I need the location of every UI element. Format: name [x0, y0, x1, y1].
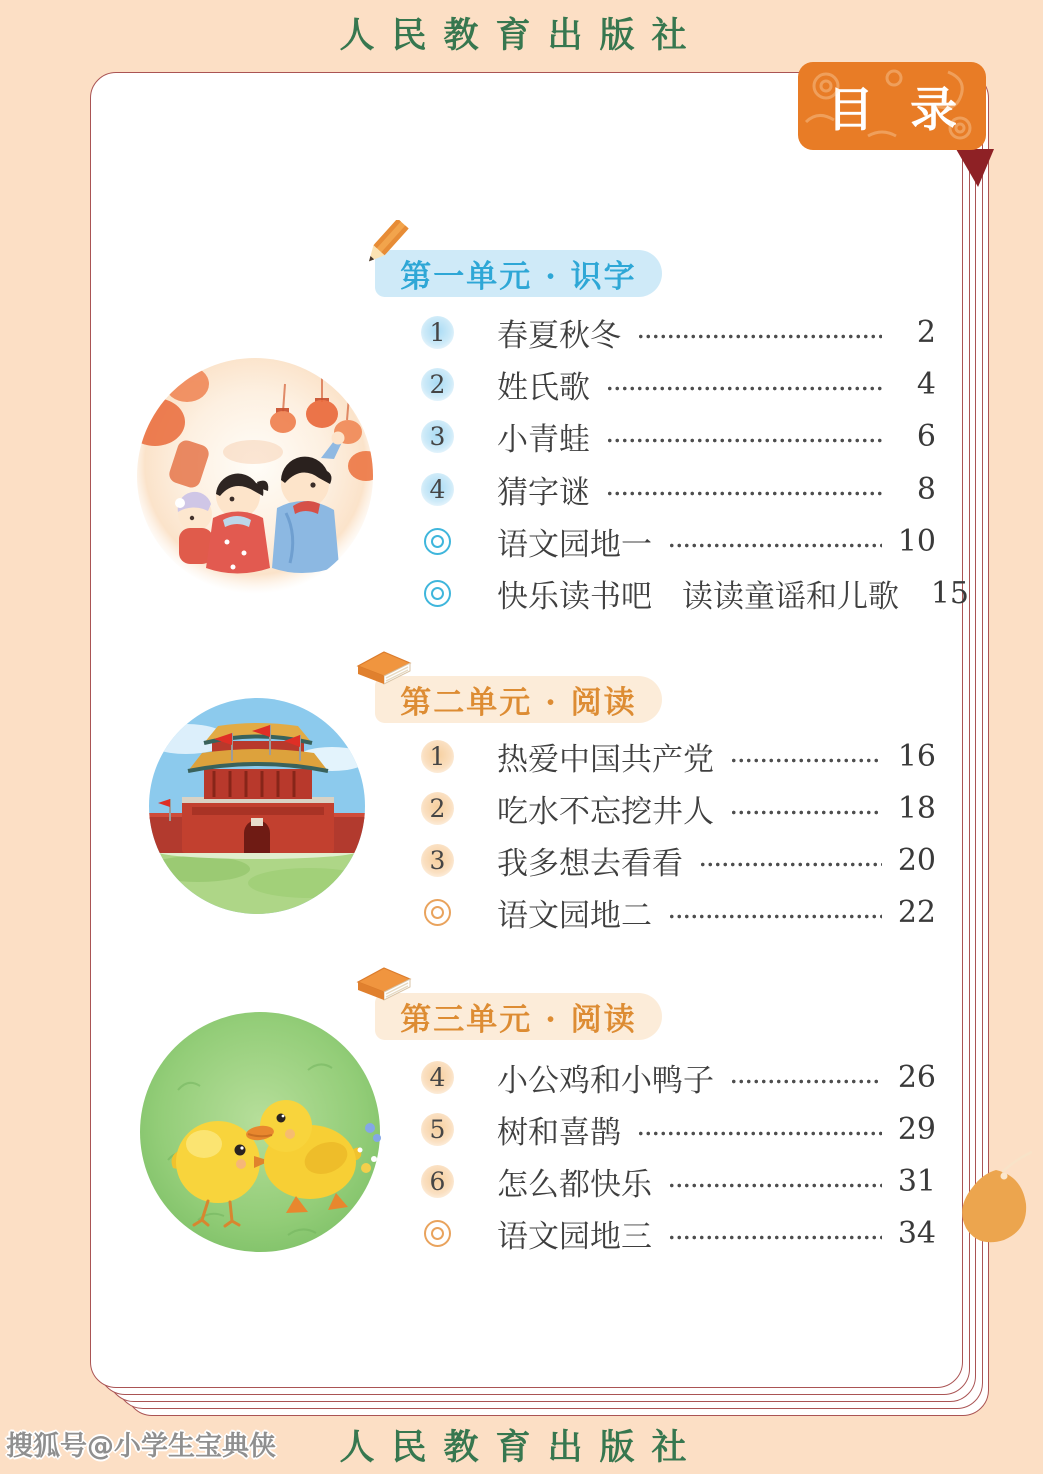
toc-entry-title: 吃水不忘挖井人	[497, 793, 714, 830]
unit-header-unit2: 第二单元 · 阅读	[375, 676, 662, 723]
pencil-icon	[356, 220, 412, 278]
toc-entry-page: 16	[897, 738, 936, 774]
toc-entry-subtitle: 读读童谣和儿歌	[682, 579, 899, 616]
toc-entry-title: 小青蛙	[497, 422, 590, 459]
dot-leader	[606, 491, 882, 496]
toc-banner-title: 目 录	[826, 82, 968, 138]
toc-entry	[421, 306, 936, 358]
toc-entry-page: 29	[897, 1111, 936, 1147]
watermark-text: 搜狐号@小学生宝典侠	[6, 1431, 276, 1462]
lesson-number-badge: 2	[421, 792, 454, 825]
toc-entry	[421, 1103, 936, 1155]
toc-entry	[421, 1155, 936, 1207]
toc-entry-page: 8	[916, 471, 936, 507]
unit-entries-unit2	[421, 730, 936, 938]
lesson-number-badge: 3	[421, 420, 454, 453]
illustration-chick-duckling	[138, 1010, 383, 1255]
publisher-name-bottom: 人民教育出版社	[339, 1427, 704, 1468]
unit-entries-unit3	[421, 1051, 936, 1259]
toc-entry-page: 31	[897, 1163, 936, 1199]
toc-entry	[421, 411, 936, 463]
toc-entry-title: 语文园地一	[497, 526, 652, 563]
dot-leader	[668, 1183, 882, 1188]
toc-entry-title: 语文园地三	[497, 1218, 652, 1255]
dot-leader	[730, 810, 882, 815]
toc-entry-page: 22	[897, 894, 936, 930]
publisher-name-top: 人民教育出版社	[339, 15, 704, 56]
leaf-decoration	[960, 1150, 1032, 1254]
lesson-number-badge: 4	[421, 1061, 454, 1094]
book-icon	[354, 960, 414, 1016]
unit-header-unit3: 第三单元 · 阅读	[375, 993, 662, 1040]
toc-entry	[421, 1207, 936, 1259]
garden-ring-icon	[424, 580, 451, 607]
toc-entry-title: 语文园地二	[497, 897, 652, 934]
toc-entry-title: 姓氏歌	[497, 369, 590, 406]
book-icon	[354, 644, 414, 700]
illustration-tiananmen	[148, 697, 366, 915]
lesson-number-badge: 1	[421, 740, 454, 773]
dot-leader	[668, 543, 882, 548]
garden-ring-icon	[424, 1220, 451, 1247]
toc-entry-title: 树和喜鹊	[497, 1114, 621, 1151]
toc-entry-page: 26	[897, 1059, 936, 1095]
lesson-number-badge: 4	[421, 473, 454, 506]
lesson-number-badge: 6	[421, 1165, 454, 1198]
toc-entry-title: 猜字谜	[497, 474, 590, 511]
toc-entry	[421, 834, 936, 886]
dot-leader	[730, 1079, 882, 1084]
toc-entry	[421, 782, 936, 834]
banner-swirl-pattern	[798, 62, 986, 150]
lesson-number-badge: 2	[421, 368, 454, 401]
unit-entries-unit1	[421, 306, 969, 620]
toc-entry-title: 小公鸡和小鸭子	[497, 1062, 714, 1099]
dot-leader	[637, 334, 882, 339]
toc-entry-page: 4	[916, 366, 936, 402]
toc-entry-title: 怎么都快乐	[497, 1166, 652, 1203]
dot-leader	[668, 914, 882, 919]
toc-entry	[421, 463, 936, 515]
toc-entry	[421, 730, 936, 782]
toc-entry-page: 2	[916, 314, 936, 350]
garden-ring-icon	[424, 899, 451, 926]
dot-leader	[606, 438, 882, 443]
toc-banner	[798, 62, 986, 150]
illustration-children-lanterns	[135, 356, 375, 596]
toc-entry-page: 15	[930, 576, 969, 612]
dot-leader	[730, 758, 882, 763]
toc-entry	[421, 886, 936, 938]
toc-entry-page: 20	[897, 842, 936, 878]
toc-entry	[421, 1051, 936, 1103]
toc-entry-page: 6	[916, 419, 936, 455]
toc-entry-page: 18	[897, 790, 936, 826]
toc-entry-page: 34	[897, 1215, 936, 1251]
toc-entry-title: 热爱中国共产党	[497, 741, 714, 778]
toc-entry	[421, 567, 969, 619]
lesson-number-badge: 5	[421, 1113, 454, 1146]
toc-entry	[421, 358, 936, 410]
lesson-number-badge: 3	[421, 844, 454, 877]
dot-leader	[699, 862, 882, 867]
lesson-number-badge: 1	[421, 316, 454, 349]
garden-ring-icon	[424, 528, 451, 555]
toc-entry-title: 我多想去看看	[497, 845, 683, 882]
toc-entry-title: 春夏秋冬	[497, 317, 621, 354]
dot-leader	[637, 1131, 882, 1136]
unit-header-unit1: 第一单元 · 识字	[375, 250, 662, 297]
toc-entry-page: 10	[897, 523, 936, 559]
dot-leader	[606, 386, 882, 391]
dot-leader	[668, 1235, 882, 1240]
toc-entry-title: 快乐读书吧	[497, 579, 652, 616]
toc-entry	[421, 515, 936, 567]
